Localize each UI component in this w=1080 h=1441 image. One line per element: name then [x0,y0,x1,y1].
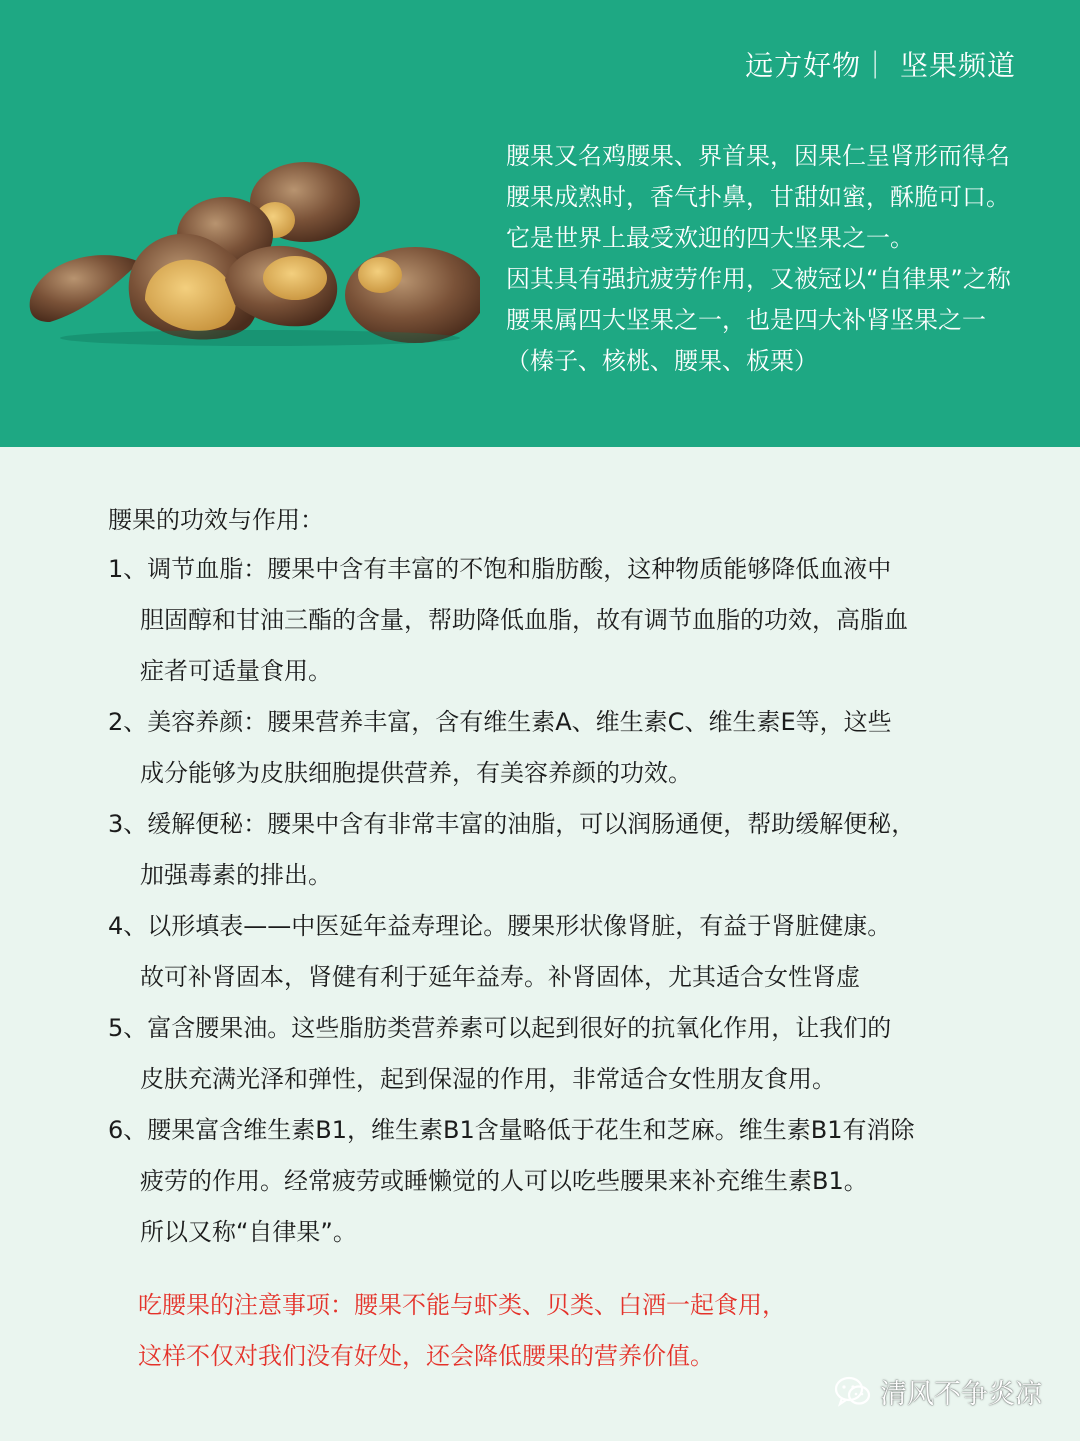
intro-line: 腰果成熟时，香气扑鼻，甘甜如蜜，酥脆可口。 [506,183,1010,211]
benefit-line: 5、富含腰果油。这些脂肪类营养素可以起到很好的抗氧化作用，让我们的 [108,1014,892,1042]
notice-line: 这样不仅对我们没有好处，还会降低腰果的营养价值。 [138,1342,714,1370]
benefits-section [108,496,1028,1258]
benefit-item-2 [108,697,1028,799]
intro-line: （榛子、核桃、腰果、板栗） [506,347,818,375]
benefit-line: 所以又称“自律果”。 [140,1218,357,1246]
intro-line: 它是世界上最受欢迎的四大坚果之一。 [506,224,914,252]
benefit-line: 症者可适量食用。 [140,657,332,685]
benefit-item-5 [108,1003,1028,1105]
benefit-line: 1、调节血脂：腰果中含有丰富的不饱和脂肪酸，这种物质能够降低血液中 [108,555,892,583]
benefit-line: 成分能够为皮肤细胞提供营养，有美容养颜的功效。 [140,759,692,787]
notice-line: 吃腰果的注意事项：腰果不能与虾类、贝类、白酒一起食用， [138,1291,786,1319]
benefit-line: 4、以形填表——中医延年益寿理论。腰果形状像肾脏，有益于肾脏健康。 [108,912,892,940]
intro-text [506,136,1066,382]
intro-line: 腰果又名鸡腰果、界首果，因果仁呈肾形而得名 [506,142,1010,170]
benefit-line: 皮肤充满光泽和弹性，起到保湿的作用，非常适合女性朋友食用。 [140,1065,836,1093]
intro-line: 因其具有强抗疲劳作用，又被冠以“自律果”之称 [506,265,1011,293]
watermark [834,1372,1042,1411]
caution-notice [138,1280,1018,1382]
wechat-icon [834,1375,872,1409]
benefit-line: 胆固醇和甘油三酯的含量，帮助降低血脂，故有调节血脂的功效，高脂血 [140,606,908,634]
benefit-item-4 [108,901,1028,1003]
benefit-line: 加强毒素的排出。 [140,861,332,889]
benefit-line: 3、缓解便秘：腰果中含有非常丰富的油脂，可以润肠通便，帮助缓解便秘， [108,810,916,838]
benefit-item-6 [108,1105,1028,1258]
benefit-line: 2、美容养颜：腰果营养丰富，含有维生素A、维生素C、维生素E等，这些 [108,708,892,736]
benefit-line: 6、腰果富含维生素B1，维生素B1含量略低于花生和芝麻。维生素B1有消除 [108,1116,915,1144]
cashew-nuts-image [20,150,480,350]
benefit-line: 疲劳的作用。经常疲劳或睡懒觉的人可以吃些腰果来补充维生素B1。 [140,1167,868,1195]
intro-line: 腰果属四大坚果之一，也是四大补肾坚果之一 [506,306,986,334]
section-title: 腰果的功效与作用： [108,506,324,534]
header-banner [0,0,1080,447]
benefit-item-1 [108,544,1028,697]
benefit-item-3 [108,799,1028,901]
watermark-text: 清风不争炎凉 [880,1379,1042,1410]
benefit-line: 故可补肾固本，肾健有利于延年益寿。补肾固体，尤其适合女性肾虚 [140,963,860,991]
channel-title: 远方好物｜ 坚果频道 [745,49,1016,82]
